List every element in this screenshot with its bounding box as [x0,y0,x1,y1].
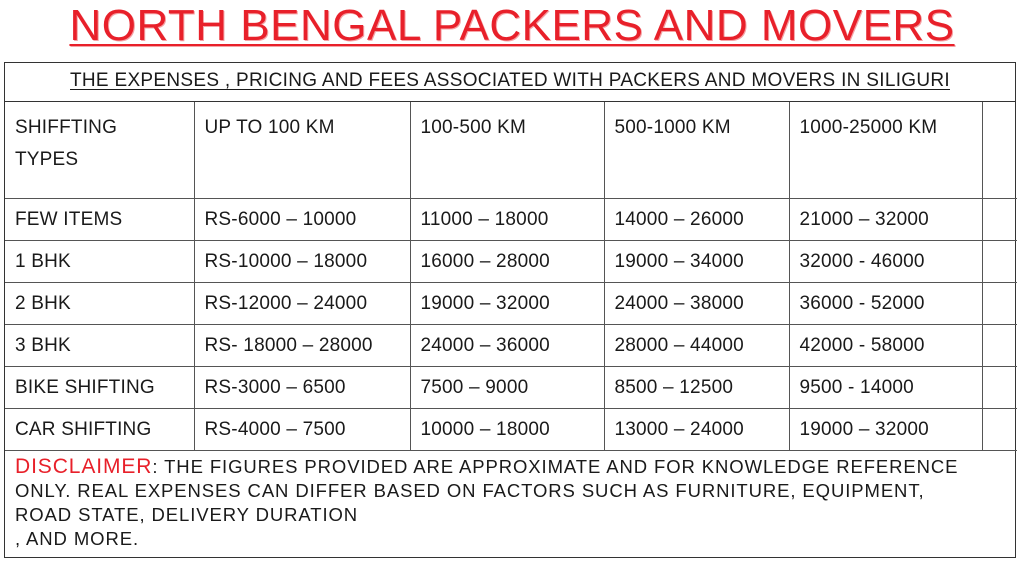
table-header-row [5,102,1017,199]
header-cell: UP TO 100 KM [194,102,410,199]
table-row [5,367,1017,409]
header-cell: 1000-25000 KM [789,102,982,199]
header-cell [982,102,1017,199]
table-cell: RS-3000 – 6500 [194,367,410,409]
table-cell: 19000 – 34000 [604,241,789,283]
disclaimer-label: DISCLAIMER [15,455,153,478]
row-label: 2 BHK [5,283,194,325]
table-cell: 19000 – 32000 [789,409,982,451]
table-cell [982,199,1017,241]
table-cell [982,241,1017,283]
table-cell: 13000 – 24000 [604,409,789,451]
table-cell: 10000 – 18000 [410,409,604,451]
table-cell: RS-10000 – 18000 [194,241,410,283]
header-cell: 100-500 KM [410,102,604,199]
page-title: NORTH BENGAL PACKERS AND MOVERS [69,1,955,50]
disclaimer [5,451,1015,551]
table-row [5,241,1017,283]
table-cell: RS-6000 – 10000 [194,199,410,241]
table-cell: 11000 – 18000 [410,199,604,241]
disclaimer-line: , AND MORE. [15,528,139,549]
header-cell: SHIFFTING TYPES [5,102,194,199]
disclaimer-text: : THE FIGURES PROVIDED ARE APPROXIMATE AND FOR KNOWLEDGE REFERENCE [152,456,959,477]
table-cell: 8500 – 12500 [604,367,789,409]
table-cell: 24000 – 36000 [410,325,604,367]
table-cell: 32000 - 46000 [789,241,982,283]
table-row [5,283,1017,325]
table-cell [982,367,1017,409]
row-label: 1 BHK [5,241,194,283]
row-label: FEW ITEMS [5,199,194,241]
table-cell: 28000 – 44000 [604,325,789,367]
table-cell [982,325,1017,367]
table-cell: 7500 – 9000 [410,367,604,409]
table-cell: 16000 – 28000 [410,241,604,283]
pricing-table [5,102,1017,451]
table-caption [5,63,1015,102]
row-label: 3 BHK [5,325,194,367]
row-label: CAR SHIFTING [5,409,194,451]
table-cell: 9500 - 14000 [789,367,982,409]
table-cell: RS-4000 – 7500 [194,409,410,451]
table-row [5,409,1017,451]
pricing-table-frame [4,62,1016,558]
disclaimer-line: ONLY. REAL EXPENSES CAN DIFFER BASED ON FACTORS SUCH AS FURNITURE, EQUIPMENT, [15,480,925,501]
table-row [5,199,1017,241]
table-cell: RS- 18000 – 28000 [194,325,410,367]
table-cell [982,283,1017,325]
table-row [5,325,1017,367]
row-label: BIKE SHIFTING [5,367,194,409]
table-caption-text: THE EXPENSES , PRICING AND FEES ASSOCIATED WITH PACKERS AND MOVERS IN SILIGURI [70,70,950,91]
table-cell: 42000 - 58000 [789,325,982,367]
table-cell: 21000 – 32000 [789,199,982,241]
disclaimer-line [15,455,1007,479]
table-cell [982,409,1017,451]
table-cell: RS-12000 – 24000 [194,283,410,325]
table-cell: 19000 – 32000 [410,283,604,325]
disclaimer-line: ROAD STATE, DELIVERY DURATION [15,504,359,525]
table-cell: 36000 - 52000 [789,283,982,325]
table-cell: 24000 – 38000 [604,283,789,325]
header-cell: 500-1000 KM [604,102,789,199]
table-cell: 14000 – 26000 [604,199,789,241]
